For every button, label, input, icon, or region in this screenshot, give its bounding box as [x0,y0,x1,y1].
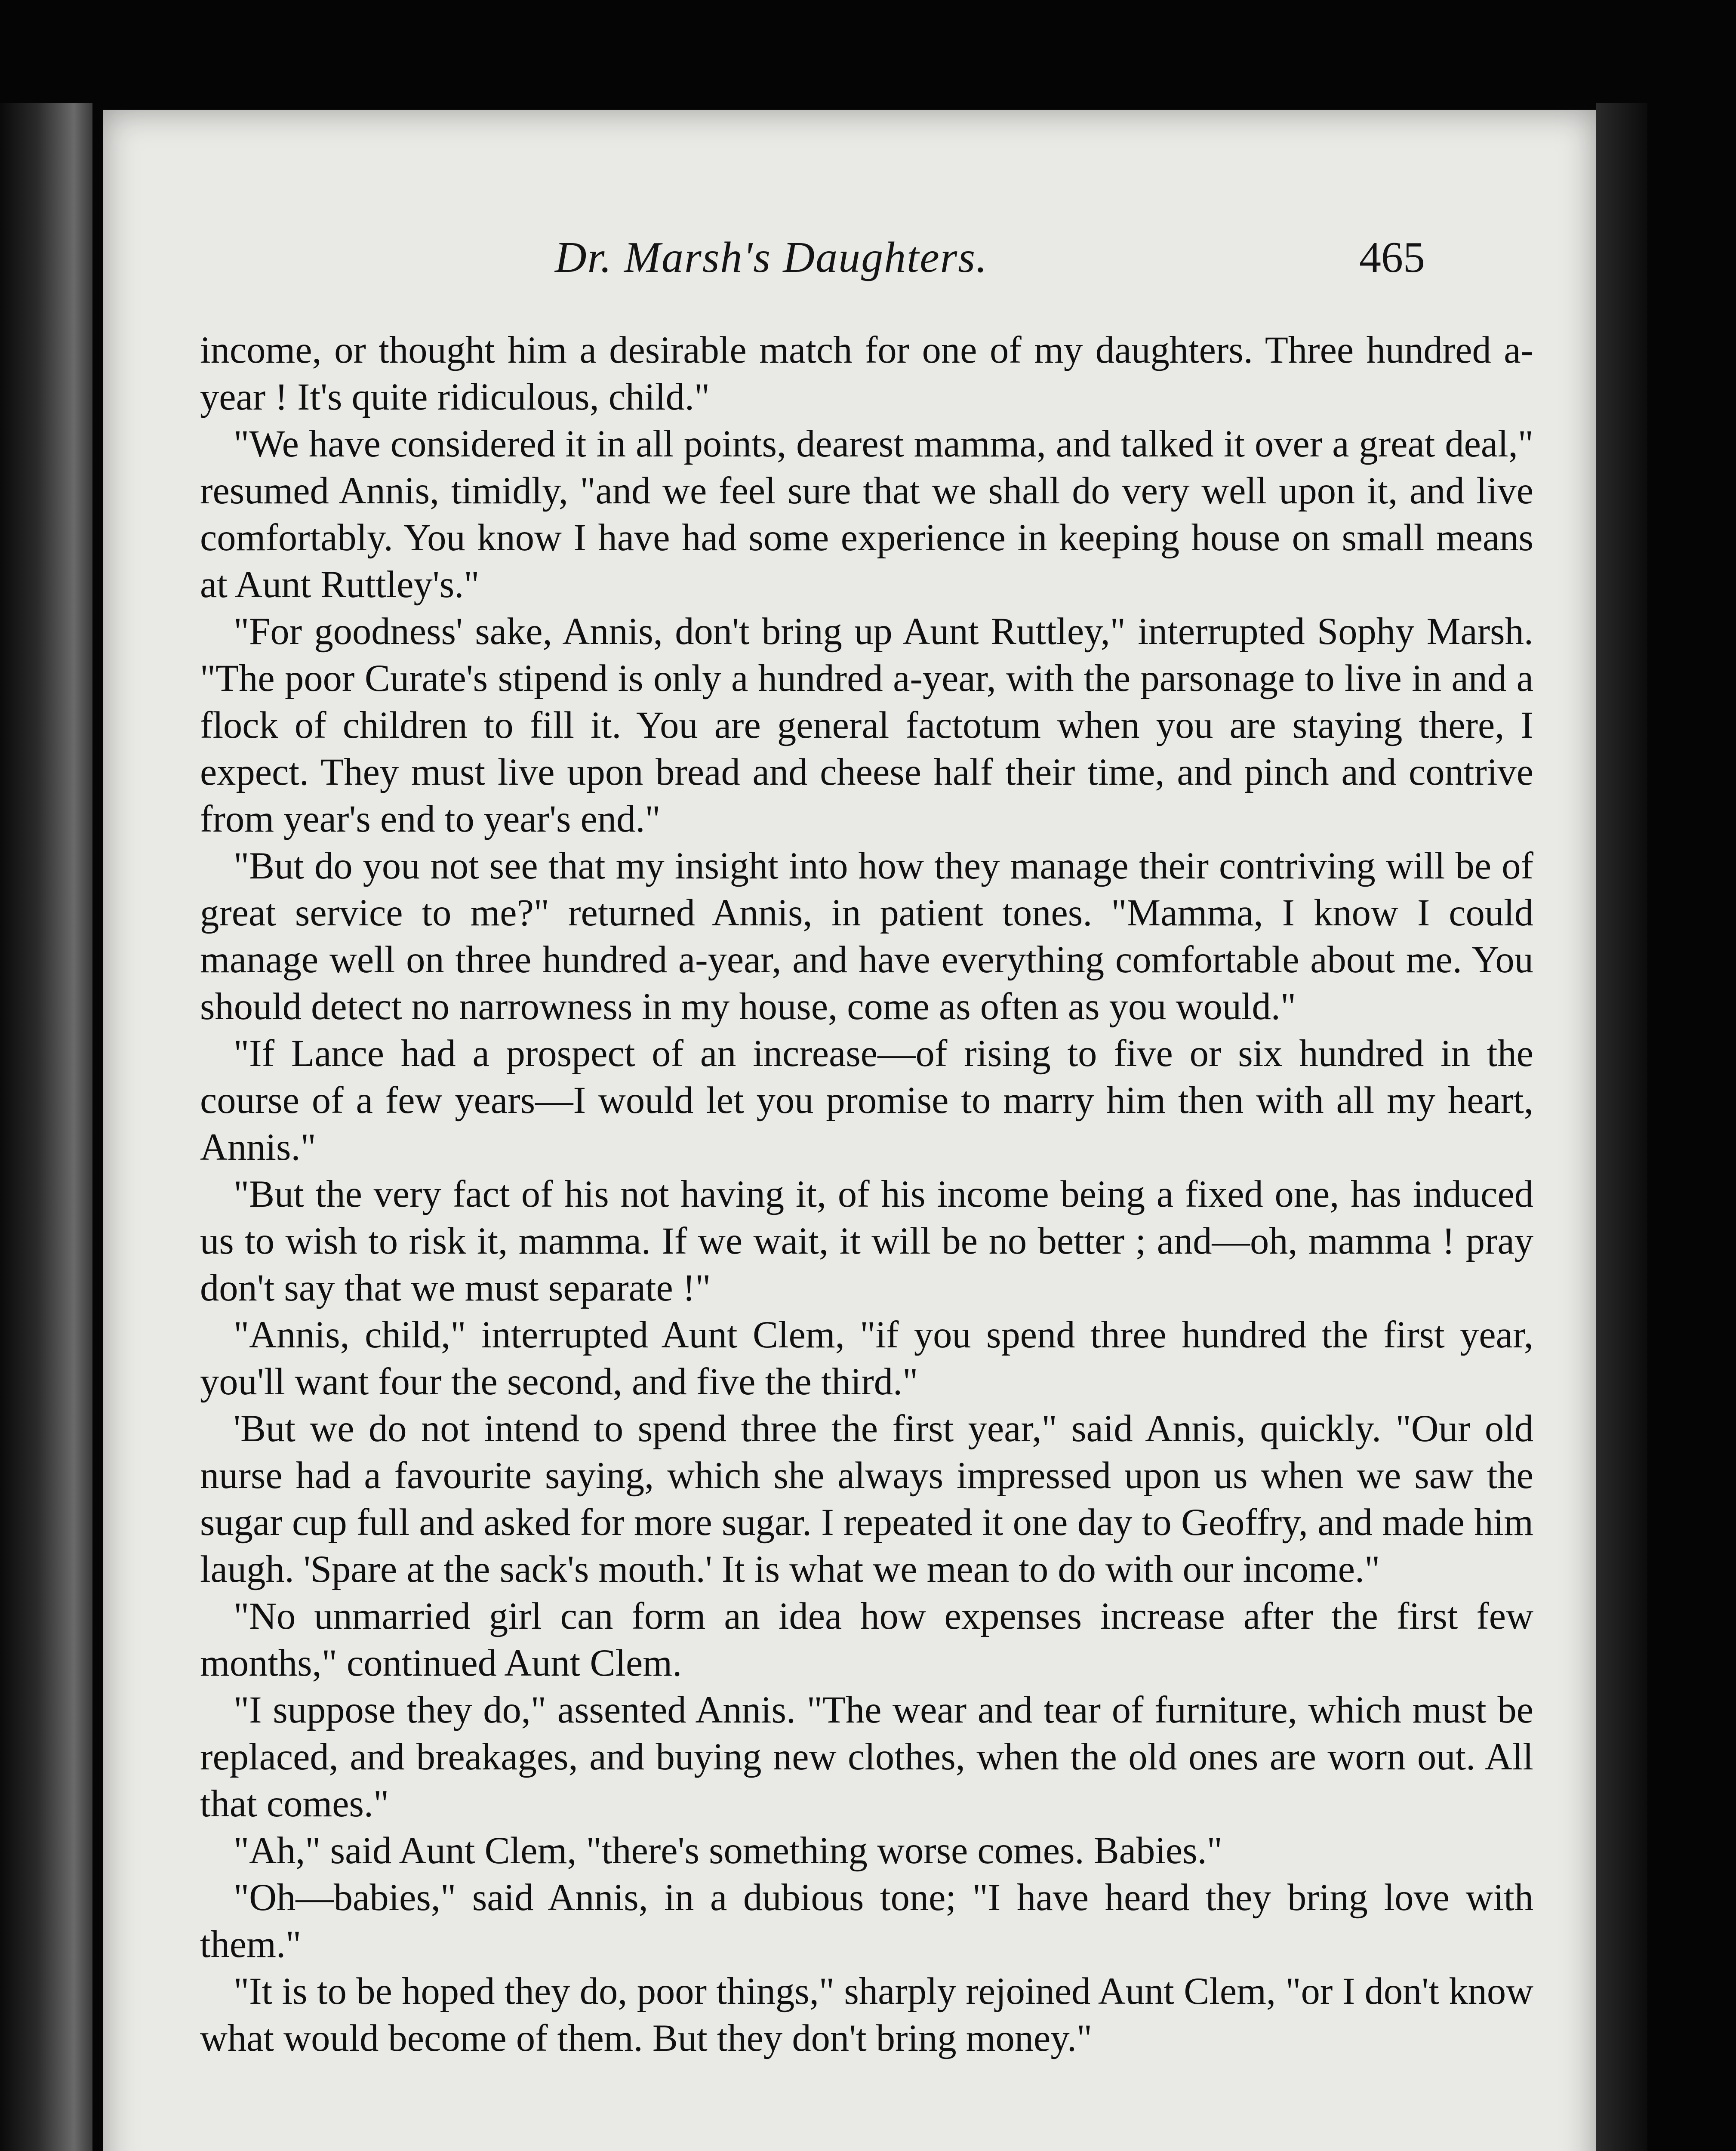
body-text [200,327,1533,2062]
page-gutter-shadow [1596,103,1647,2151]
paragraph: "We have considered it in all points, dearest mamma, and talked it over a great deal," resumed Annis, timidly, "and we feel sure that we shall do very well upon it, and live comfortably. You know I have had some experience in keeping house on small means at Aunt Ruttley's." [200,423,1533,606]
paragraph: "Annis, child," interrupted Aunt Clem, "if you spend three hundred the first year, you'll want four the second, and five the third." [200,1314,1533,1403]
paragraph: "For goodness' sake, Annis, don't bring up Aunt Ruttley," interrupted Sophy Marsh. "The poor Curate's stipend is only a hundred a-year, with the parsonage to live in and a flock of children to fill it. You are general factotum when you are staying there, I expect. They must live upon bread and cheese half their time, and pinch and contrive from year's end to year's end." [200,610,1533,840]
paragraph: "I suppose they do," assented Annis. "The wear and tear of furniture, which must be replaced, and breakages, and buying new clothes, when the old ones are worn out. All that comes." [200,1689,1533,1825]
previous-page-edge [0,103,92,2151]
paragraph: "Ah," said Aunt Clem, "there's something worse comes. Babies." [234,1830,1222,1872]
paragraph: income, or thought him a desirable match for one of my daughters. Three hundred a-year ! It's quite ridiculous, child." [200,329,1533,418]
paragraph: "But do you not see that my insight into how they manage their contriving will be of great service to me?" returned Annis, in patient tones. "Mamma, I know I could manage well on three hundred a-year, and have everything comfortable about me. You should detect no narrowness in my house, come as often as you would." [200,845,1533,1028]
book-page [103,110,1596,2151]
paragraph: 'But we do not intend to spend three the first year," said Annis, quickly. "Our old nurse had a favourite saying, which she always impressed upon us when we saw the sugar cup full and asked for more sugar. I repeated it one day to Geoffry, and made him laugh. 'Spare at the sack's mouth.' It is what we mean to do with our income." [200,1408,1533,1590]
paragraph: "It is to be hoped they do, poor things," sharply rejoined Aunt Clem, "or I don't know what would become of them. But they don't bring money." [200,1970,1533,2059]
page-number: 465 [1359,233,1425,282]
paragraph: "Oh—babies," said Annis, in a dubious tone; "I have heard they bring love with them." [200,1877,1533,1966]
running-title: Dr. Marsh's Daughters. [555,233,988,282]
paragraph: "If Lance had a prospect of an increase—of rising to five or six hundred in the course of a few years—I would let you promise to marry him then with all my heart, Annis." [200,1032,1533,1168]
paragraph: "But the very fact of his not having it, of his income being a fixed one, has induced us to wish to risk it, mamma. If we wait, it will be no better ; and—oh, mamma ! pray don't say that we must separate !" [200,1173,1533,1309]
running-head [103,232,1596,293]
paragraph: "No unmarried girl can form an idea how expenses increase after the first few months," continued Aunt Clem. [200,1595,1533,1684]
